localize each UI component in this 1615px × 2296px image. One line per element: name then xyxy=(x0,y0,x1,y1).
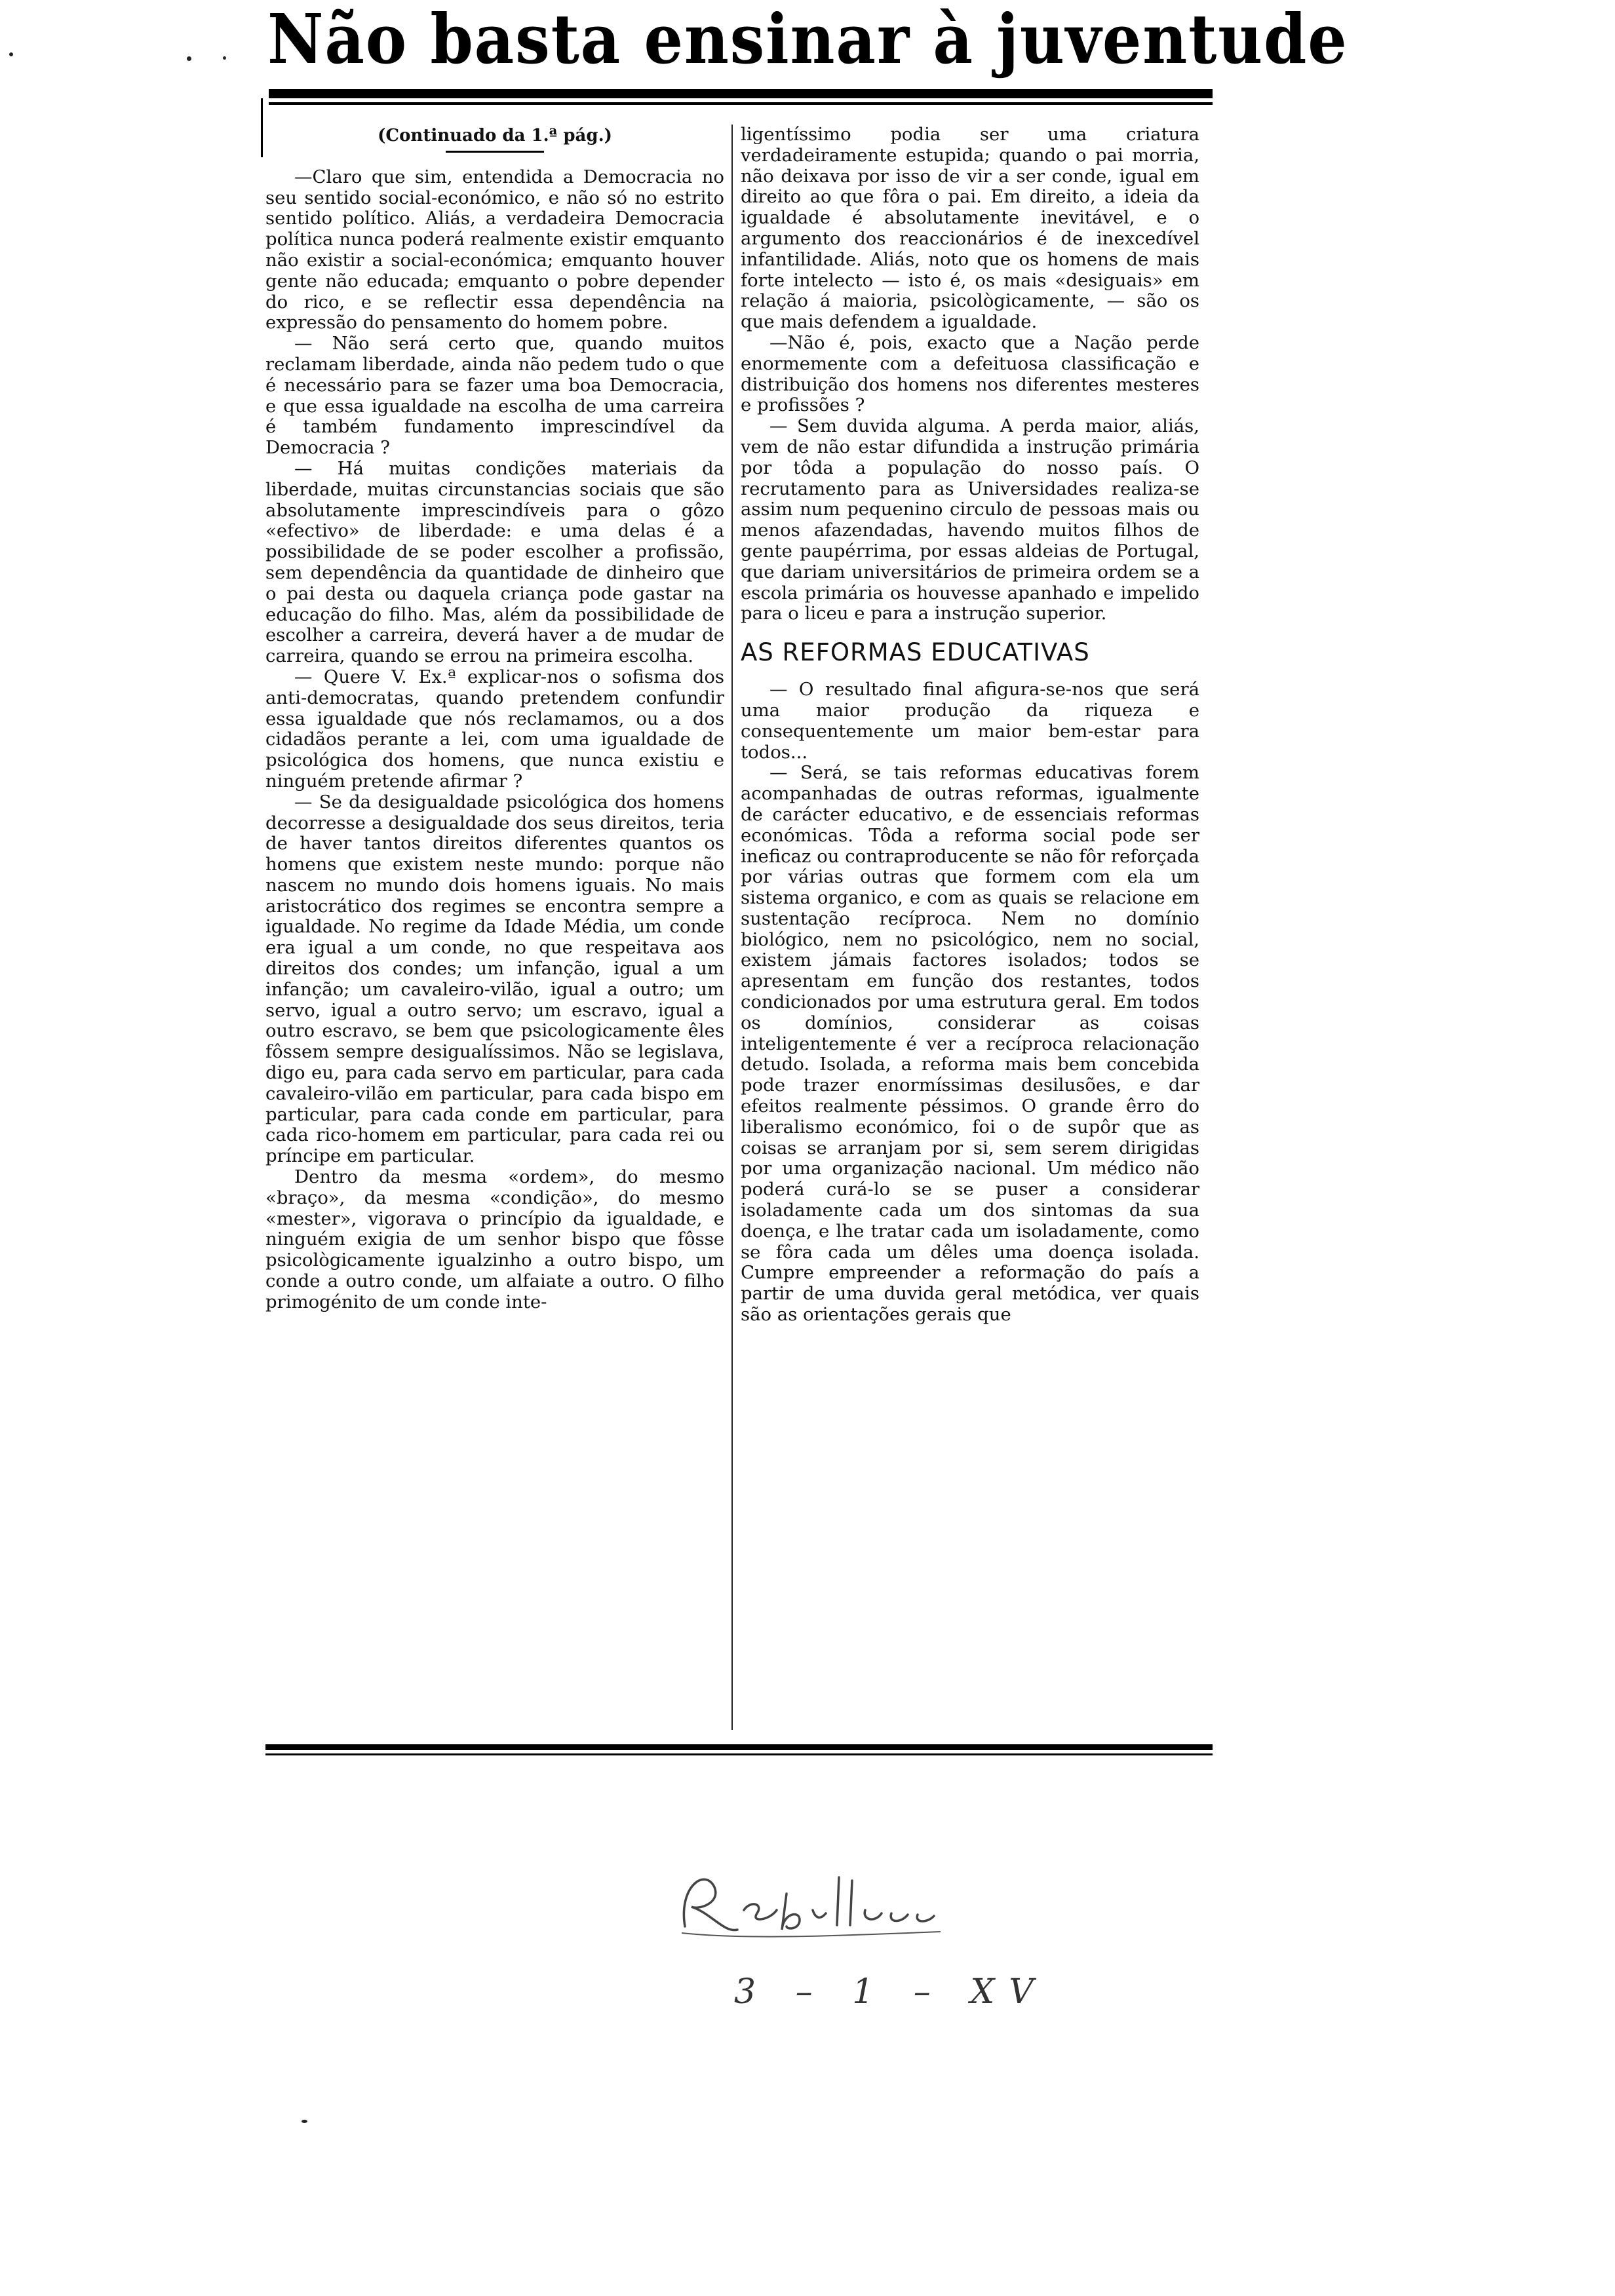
bottom-rule-thin xyxy=(265,1753,1213,1755)
column-right xyxy=(741,124,1199,1326)
paragraph: — Será, se tais reformas educativas forem acompanhadas de outras reformas, igualmente de carácter educativo, e de essenciais reformas económicas. Tôda a reforma social pode ser ineficaz ou contraproducente se não fôr reforçada por várias outras que formem com ela um sistema organico, e com as quais se relacione em sustentação recíproca. Nem no domínio biológico, nem no psicológico, nem no social, existem jámais factores isolados; todos se apresentam em função dos restantes, todos condicionados por uma estrutura geral. Em todos os domínios, considerar as coisas inteligentemente é ver a recíproca relacionação detudo. Isolada, a reforma mais bem concebida pode trazer enormíssimas desilusões, e dar efeitos realmente péssimos. O grande êrro do liberalismo económico, foi o de supôr que as coisas se arranjam por si, sem serem dirigidas por uma organização nacional. Um médico não poderá curá-lo se se puser a considerar isoladamente cada um dos sintomas da sua doença, e lhe tratar cada um isoladamente, como se fôra cada um dêles uma doença isolada. Cumpre empreender a reformação do país a partir de uma duvida geral metódica, ver quais são as orientações gerais que xyxy=(741,762,1199,1326)
headline-rule-thick xyxy=(269,89,1213,98)
paragraph: — Quere V. Ex.ª explicar-nos o sofisma dos anti-democratas, quando pretendem confundir essa igualdade que nós reclamamos, ou a dos cidadãos perante a lei, com uma igualdade de psicológica dos homens, que nunca existiu e ninguém pretende afirmar ? xyxy=(265,666,724,792)
scan-speck xyxy=(9,52,13,56)
paragraph: — Não será certo que, quando muitos reclamam liberdade, ainda não pedem tudo o que é necessário para se fazer uma boa Democracia, e que essa igualdade na escolha de uma carreira é também fundamento imprescindível da Democracia ? xyxy=(265,333,724,459)
scan-speck xyxy=(302,2120,307,2123)
headline-rule-thin xyxy=(269,102,1213,105)
paragraph: ligentíssimo podia ser uma criatura verdadeiramente estupida; quando o pai morria, não deixava por isso de vir a ser conde, igual em direito ao que fôra o pai. Em direito, a ideia da igualdade é absolutamente inevitável, e o argumento dos reaccionários é de inexcedível infantilidade. Aliás, noto que os homens de mais forte intelecto — isto é, os mais «desiguais» em relação á maioria, psicològicamente, — são os que mais defendem a igualdade. xyxy=(741,124,1199,333)
paragraph: —Não é, pois, exacto que a Nação perde enormemente com a defeituosa classificação e distribuição dos homens nos diferentes mesteres e profissões ? xyxy=(741,332,1199,416)
bottom-rule-thick xyxy=(265,1744,1213,1750)
paragraph: — Sem duvida alguma. A perda maior, aliás, vem de não estar difundida a instrução primária por tôda a população do nosso país. O recrutamento para as Universidades realiza-se assim num pequenino circulo de pessoas mais ou menos afazendadas, havendo muitos filhos de gente paupérrima, por essas aldeias de Portugal, que dariam universitários de primeira ordem se a escola primária os houvesse apanhado e impelido para o liceu e para a instrução superior. xyxy=(741,415,1199,624)
column-left xyxy=(265,124,724,1313)
scan-speck xyxy=(223,56,226,60)
paragraph: —Claro que sim, entendida a Democracia no seu sentido social-económico, e não só no estrito sentido político. Aliás, a verdadeira Democracia política nunca poderá realmente existir emquanto não existir a social-económica; emquanto houver gente não educada; emquanto o pobre depender do rico, e se reflectir essa dependência na expressão do pensamento do homem pobre. xyxy=(265,166,724,334)
paragraph: — Se da desigualdade psicológica dos homens decorresse a desigualdade dos seus direitos, teria de haver tantos direitos diferentes quantos os homens que existem neste mundo: porque não nascem no mundo dois homens iguais. No mais aristocrático dos regimes se encontra sempre a igualdade. No regime da Idade Média, um conde era igual a um conde, no que respeitava aos direitos dos condes; um infanção, igual a um infanção; um cavaleiro-vilão, igual a outro; um servo, igual a outro servo; um escravo, igual a outro escravo, se bem que psicologicamente êles fôssem sempre desigualíssimos. Não se legislava, digo eu, para cada servo em particular, para cada cavaleiro-vilão em particular, para cada bispo em particular, para cada conde em particular, para cada rico-homem em particular, para cada rei ou príncipe em particular. xyxy=(265,791,724,1167)
scan-speck xyxy=(187,56,191,61)
section-subhead: AS REFORMAS EDUCATIVAS xyxy=(741,638,1090,667)
headline: Não basta ensinar à juventude xyxy=(267,0,1348,79)
continued-rule xyxy=(446,151,544,153)
column-divider xyxy=(731,124,733,1730)
continued-note: (Continuado da 1.ª pág.) xyxy=(378,126,612,145)
left-margin-rule xyxy=(261,98,263,157)
paragraph: — O resultado final afigura-se-nos que será uma maior produção da riqueza e consequentemente um maior bem-estar para todos... xyxy=(741,679,1199,763)
paragraph: — Há muitas condições materiais da liberdade, muitas circunstancias sociais que são absolutamente imprescindíveis para o gôzo «efectivo» de liberdade: e uma delas é a possibilidade de se poder escolher a profissão, sem dependência da quantidade de dinheiro que o pai desta ou daquela criança pode gastar na educação do filho. Mas, além da possibilidade de escolher a carreira, deverá haver a de mudar de carreira, quando se errou na primeira escolha. xyxy=(265,457,724,667)
paragraph: Dentro da mesma «ordem», do mesmo «braço», da mesma «condição», do mesmo «mester», vigorava o princípio da igualdade, e ninguém exigia de um senhor bispo que fôsse psicològicamente igualzinho a outro bispo, um conde a outro conde, um alfaiate a outro. O filho primogénito de um conde inte- xyxy=(265,1166,724,1312)
handwritten-date: 3 – 1 – XV xyxy=(734,1972,1048,2012)
handwritten-source-signature xyxy=(665,1848,1006,1946)
